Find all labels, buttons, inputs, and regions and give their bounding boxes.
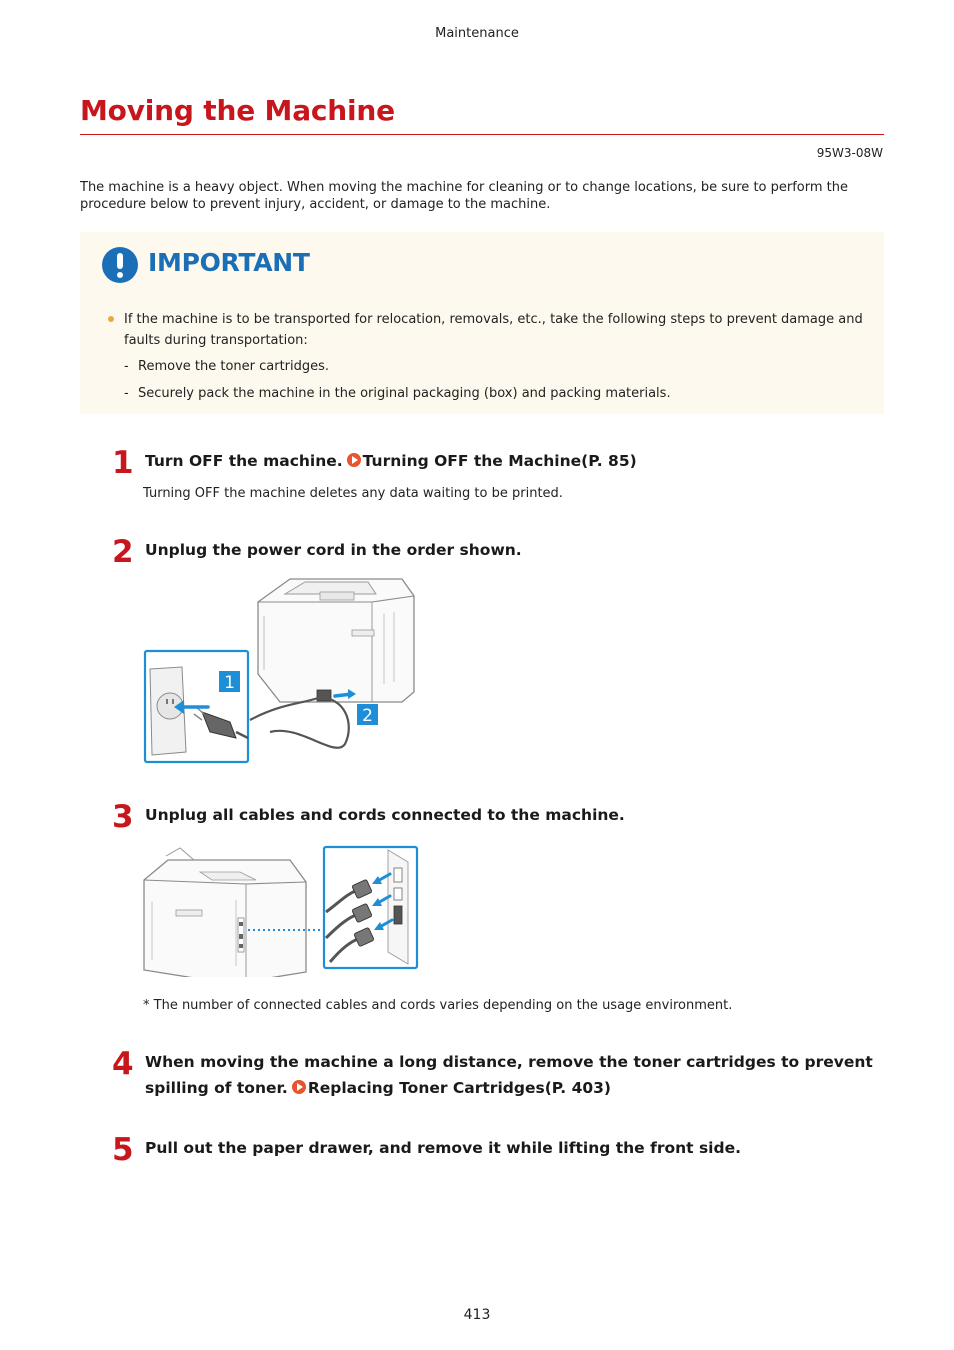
page-number: 413 bbox=[463, 1307, 491, 1323]
important-box bbox=[80, 232, 884, 414]
intro-paragraph: The machine is a heavy object. When moving the machine for cleaning or to change locations, be sure to perform the procedure below to prevent injury, accident, or damage to the machine. bbox=[80, 180, 848, 212]
step-instruction: When moving the machine a long distance, remove the toner cartridges to prevent spilling of toner. bbox=[145, 1053, 873, 1097]
unplug-power-illustration bbox=[140, 574, 420, 769]
dash-marker: - bbox=[124, 386, 129, 401]
callout-badge-1: 1 bbox=[224, 673, 235, 693]
step-link[interactable]: Turning OFF the Machine(P. 85) bbox=[362, 452, 637, 470]
running-header: Maintenance bbox=[435, 26, 519, 41]
important-label: IMPORTANT bbox=[148, 248, 310, 277]
step-number: 5 bbox=[112, 1132, 134, 1168]
important-bullet-text: If the machine is to be transported for relocation, removals, etc., take the following steps to prevent damage and faults during transportation: bbox=[124, 312, 863, 348]
exclamation-icon bbox=[102, 247, 138, 283]
step-instruction: Turn OFF the machine. bbox=[145, 452, 343, 470]
step-text: Pull out the paper drawer, and remove it while lifting the front side. bbox=[145, 1139, 741, 1157]
page-title: Moving the Machine bbox=[80, 94, 395, 127]
step-number: 4 bbox=[112, 1046, 134, 1082]
step-note: Turning OFF the machine deletes any data waiting to be printed. bbox=[143, 486, 563, 501]
subitem-text: Securely pack the machine in the original packaging (box) and packing materials. bbox=[138, 386, 671, 401]
step-note: * The number of connected cables and cords varies depending on the usage environment. bbox=[143, 998, 733, 1013]
step-text: Unplug the power cord in the order shown. bbox=[145, 541, 522, 559]
bullet-dot-icon bbox=[108, 316, 114, 322]
step-number: 1 bbox=[112, 445, 134, 481]
document-id: 95W3-08W bbox=[816, 146, 883, 160]
step-link[interactable]: Replacing Toner Cartridges(P. 403) bbox=[307, 1079, 612, 1097]
callout-badge-2: 2 bbox=[362, 706, 373, 726]
dash-marker: - bbox=[124, 359, 129, 374]
link-arrow-icon[interactable] bbox=[347, 453, 361, 467]
step-number: 2 bbox=[112, 534, 134, 570]
step-text bbox=[145, 1049, 875, 1101]
link-arrow-icon[interactable] bbox=[292, 1080, 306, 1094]
unplug-cables-illustration bbox=[140, 842, 425, 977]
subitem-text: Remove the toner cartridges. bbox=[138, 359, 330, 374]
title-divider bbox=[80, 134, 884, 135]
step-text: Unplug all cables and cords connected to the machine. bbox=[145, 806, 625, 824]
step-text bbox=[145, 448, 875, 474]
step-number: 3 bbox=[112, 799, 134, 835]
